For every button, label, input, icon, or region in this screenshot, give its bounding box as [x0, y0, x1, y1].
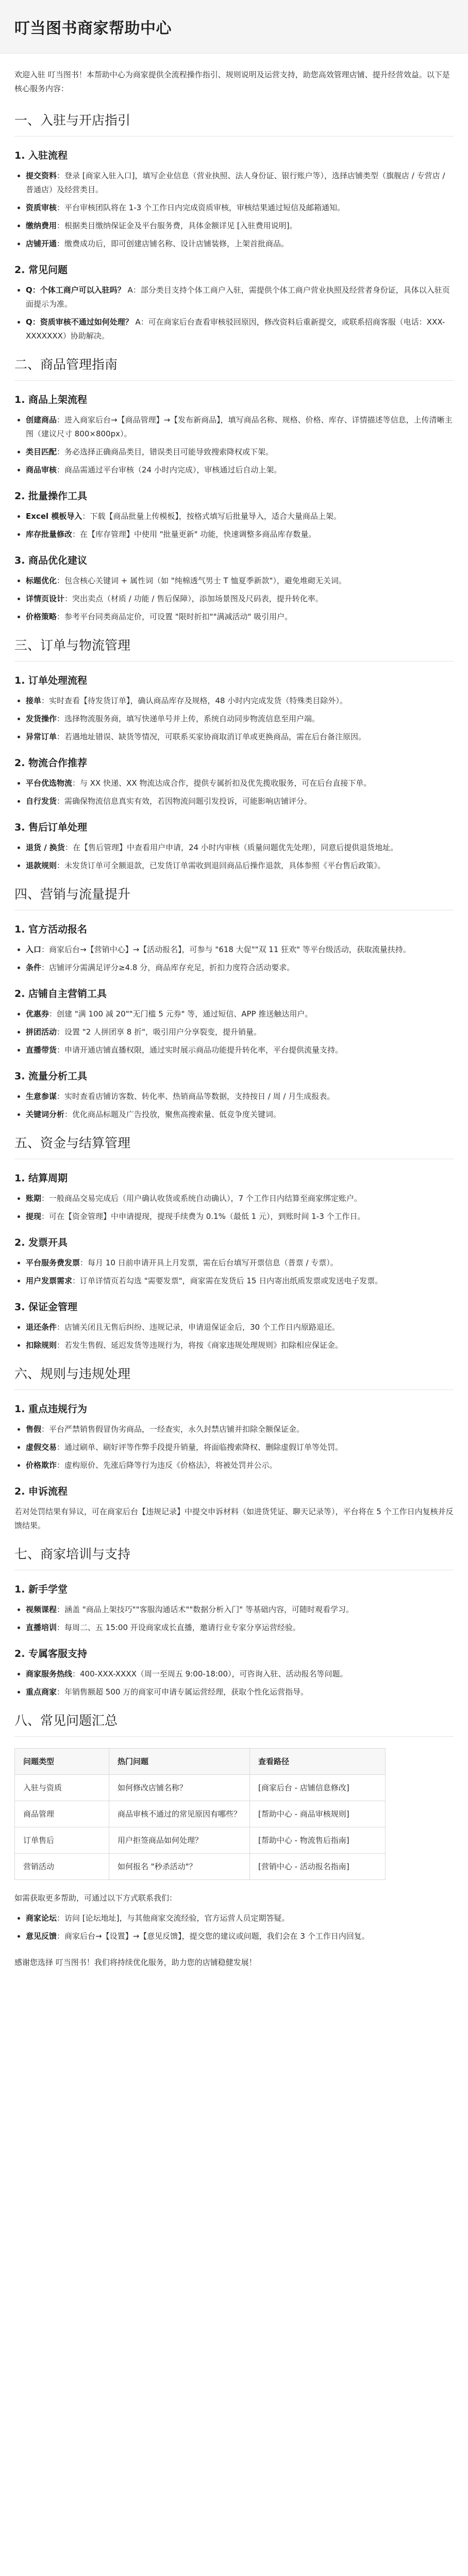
subsection [14, 1299, 454, 1352]
list-item [26, 794, 454, 808]
item-label: 缴纳费用 [26, 221, 57, 230]
item-text: ：实时查看店铺访客数、转化率、热销商品等数据，支持按日 / 周 / 月生成报表。 [57, 1092, 335, 1101]
subsection [14, 820, 454, 873]
subsection [14, 922, 454, 975]
item-label: 商家论坛 [26, 1913, 57, 1923]
list-item [26, 1192, 454, 1206]
item-label: 类目匹配 [26, 447, 57, 456]
item-label: 商品审核 [26, 465, 57, 474]
item-label: 扣除规则 [26, 1341, 57, 1350]
item-text: ：每月 10 日前申请开具上月发票，需在后台填写开票信息（普票 / 专票）。 [80, 1258, 338, 1267]
item-list [14, 1256, 454, 1288]
list-item [26, 1911, 454, 1925]
item-label: 接单 [26, 696, 42, 705]
item-label: 详情页设计 [26, 594, 65, 603]
item-label: 用户发票需求 [26, 1276, 73, 1285]
item-list [14, 169, 454, 251]
list-item [26, 1043, 454, 1057]
item-list [14, 1603, 454, 1635]
item-text: ：访问 [论坛地址]，与其他商家交流经验，官方运营人员定期答疑。 [57, 1913, 290, 1923]
list-item [26, 730, 454, 744]
item-label: Excel 模板导入 [26, 512, 82, 521]
section [14, 110, 454, 343]
table-row [15, 1801, 386, 1827]
item-list [14, 283, 454, 343]
item-text: ：包含核心关键词 + 属性词（如 "纯棉透气男士 T 恤夏季新款"），避免堆砌无关词。 [57, 576, 346, 585]
faq-section [14, 1710, 454, 1970]
item-text: ：实时查看【待发货订单】，确认商品库存及规格，48 小时内完成发货（特殊类目除外）。 [41, 696, 347, 705]
list-item [26, 283, 454, 311]
table-cell: 如何修改店铺名称？ [109, 1775, 250, 1801]
item-label: 资质审核 [26, 203, 57, 212]
faq-header-row [15, 1749, 386, 1775]
item-text: ：进入商家后台→【商品管理】→【发布新商品】，填写商品名称、规格、价格、库存、详情描述等信息，上传清晰主图（建议尺寸 800×800px）。 [26, 415, 453, 438]
item-text: ：选择物流服务商，填写快递单号并上传，系统自动同步物流信息至用户端。 [57, 714, 320, 723]
item-text: ：店铺关闭且无售后纠纷、违规记录，申请退保证金后，30 个工作日内原路退还。 [57, 1323, 340, 1332]
table-cell: 用户拒签商品如何处理？ [109, 1827, 250, 1854]
list-item [26, 169, 454, 197]
item-label: 拼团活动 [26, 1027, 57, 1037]
item-label: 平台服务费发票 [26, 1258, 80, 1267]
item-text: ：根据类目缴纳保证金及平台服务费，具体金额详见 [入驻费用说明]。 [57, 221, 297, 230]
subsection-title: 2. 发票开具 [14, 1237, 68, 1248]
list-item [26, 841, 454, 855]
item-list [14, 776, 454, 808]
item-text: ：优化商品标题及广告投放，聚焦高搜索量、低竞争度关键词。 [64, 1110, 281, 1119]
list-item [26, 592, 454, 606]
item-text: ：可在【资金管理】中申请提现，提现手续费为 0.1%（最低 1 元），到账时间 1-3 个工作日。 [41, 1212, 365, 1221]
section-title: 八、常见问题汇总 [14, 1710, 454, 1737]
item-label: 售假 [26, 1425, 42, 1434]
list-item [26, 1929, 454, 1943]
sections-container [14, 110, 454, 1699]
subsection [14, 1646, 454, 1699]
item-text: ：年销售额超 500 万的商家可申请专属运营经理，获取个性化运营指导。 [57, 1687, 309, 1697]
subsection [14, 488, 454, 541]
item-label: 入口 [26, 945, 42, 954]
subsection [14, 1582, 454, 1635]
item-label: 提交资料 [26, 171, 57, 180]
list-item [26, 1256, 454, 1270]
section [14, 884, 454, 1122]
subsection [14, 1069, 454, 1122]
list-item [26, 610, 454, 624]
subsection-title: 3. 商品优化建议 [14, 555, 88, 566]
item-text: ：突出卖点（材质 / 功能 / 售后保障），添加场景图及尺码表，提升转化率。 [64, 594, 323, 603]
subsection [14, 553, 454, 624]
faq-header-cell: 问题类型 [15, 1749, 109, 1775]
list-item [26, 776, 454, 790]
table-cell: [商家后台 - 店铺信息修改] [250, 1775, 386, 1801]
list-item [26, 413, 454, 441]
item-label: 店铺开通 [26, 239, 57, 248]
list-item [26, 1274, 454, 1288]
list-item [26, 961, 454, 975]
item-list [14, 1192, 454, 1224]
subsection [14, 986, 454, 1057]
list-item [26, 315, 454, 343]
item-text: ：务必选择正确商品类目，错误类目可能导致搜索降权或下架。 [57, 447, 274, 456]
list-item [26, 1090, 454, 1104]
faq-body [15, 1775, 386, 1880]
list-item [26, 1210, 454, 1224]
subsection [14, 1171, 454, 1224]
item-list [14, 1090, 454, 1122]
list-item [26, 712, 454, 726]
list-item [26, 237, 454, 251]
subsection [14, 392, 454, 477]
item-text: ：商家后台→【营销中心】→【活动报名】，可参与 "618 大促""双 11 狂欢" 等平台级活动，获取流量扶持。 [41, 945, 411, 954]
list-item [26, 445, 454, 459]
subsection [14, 673, 454, 744]
table-row [15, 1854, 386, 1880]
subsection-title: 3. 保证金管理 [14, 1301, 78, 1313]
item-list [14, 574, 454, 624]
item-list [14, 841, 454, 873]
list-item [26, 1667, 454, 1681]
page-title: 叮当图书商家帮助中心 [14, 19, 172, 38]
list-item [26, 219, 454, 233]
item-text: A：可在商家后台查看审核驳回原因，修改资料后重新提交，或联系招商客服（电话：XXX-XXXXXXX）协助解决。 [26, 317, 445, 341]
subsection [14, 1235, 454, 1288]
subsection-title: 1. 入驻流程 [14, 150, 68, 161]
subsection [14, 148, 454, 251]
item-label: 异常订单 [26, 732, 57, 741]
item-label: 关键词分析 [26, 1110, 65, 1119]
item-text: ：平台审核团队将在 1-3 个工作日内完成资质审核，审核结果通过短信及邮箱通知。 [57, 203, 345, 212]
subsection-title: 2. 专属客服支持 [14, 1648, 88, 1659]
closing-text: 感谢您选择 叮当图书！我们将持续优化服务，助力您的店铺稳健发展！ [14, 1958, 257, 1967]
item-text: ：商品需通过平台审核（24 小时内完成），审核通过后自动上架。 [57, 465, 282, 474]
item-label: 优惠券 [26, 1009, 49, 1019]
section-title: 二、商品管理指南 [14, 354, 454, 381]
item-text: ：通过刷单、刷好评等作弊手段提升销量，将面临搜索降权、删除虚假订单等处罚。 [57, 1443, 343, 1452]
item-label: 重点商家 [26, 1687, 57, 1697]
section [14, 1133, 454, 1352]
list-item [26, 694, 454, 708]
list-item [26, 1685, 454, 1699]
item-label: 提现 [26, 1212, 42, 1221]
item-text: ：需确保物流信息真实有效，若因物流问题引发投诉，可能影响店铺评分。 [57, 796, 312, 806]
list-item [26, 1422, 454, 1436]
item-label: 标题优化 [26, 576, 57, 585]
item-label: 视频课程 [26, 1605, 57, 1614]
section-title: 五、资金与结算管理 [14, 1133, 454, 1159]
item-label: 生意参谋 [26, 1092, 57, 1101]
item-label: 条件 [26, 963, 42, 972]
item-label: Q：资质审核不通过如何处理？ [26, 317, 133, 327]
item-text: ：店铺评分需满足评分≥4.8 分，商品库存充足，折扣力度符合活动要求。 [41, 963, 295, 972]
item-text: ：与 XX 快递、XX 物流达成合作，提供专属折扣及优先揽收服务，可在后台直接下单。 [72, 778, 372, 788]
table-cell: 如何报名 "秒杀活动"？ [109, 1854, 250, 1880]
intro-text: 欢迎入驻 叮当图书！本帮助中心为商家提供全流程操作指引、规则说明及运营支持，助您高效管理店铺、提升经营效益。以下是核心服务内容： [14, 70, 450, 93]
section [14, 354, 454, 624]
item-label: 价格欺诈 [26, 1461, 57, 1470]
item-label: 发货操作 [26, 714, 57, 723]
item-label: 商家服务热线 [26, 1669, 73, 1679]
subsection-title: 2. 申诉流程 [14, 1486, 68, 1497]
item-label: 虚假交易 [26, 1443, 57, 1452]
list-item [26, 510, 454, 523]
faq-header-cell: 查看路径 [250, 1749, 386, 1775]
item-label: 价格策略 [26, 612, 57, 621]
section-title: 四、营销与流量提升 [14, 884, 454, 910]
table-row [15, 1775, 386, 1801]
item-text: ：缴费成功后，即可创建店铺名称、设计店铺装修，上架首批商品。 [57, 239, 289, 248]
page-header [0, 0, 468, 54]
item-text: A：部分类目支持个体工商户入驻，需提供个体工商户营业执照及经营者身份证，具体以入驻页面提示为准。 [26, 285, 450, 309]
contact-list [14, 1911, 454, 1943]
subsection [14, 1401, 454, 1472]
subsection-title: 2. 常见问题 [14, 264, 68, 276]
item-label: 自行发货 [26, 796, 57, 806]
item-label: 平台优选物流 [26, 778, 73, 788]
item-text: ：申请开通店铺直播权限，通过实时展示商品功能提升转化率，平台提供流量支持。 [57, 1045, 343, 1055]
item-text: ：参考平台同类商品定价，可设置 "限时折扣""满减活动" 吸引用户。 [57, 612, 293, 621]
item-label: 创建商品 [26, 415, 57, 425]
item-list [14, 413, 454, 477]
subsection [14, 1484, 454, 1533]
table-cell: [帮助中心 - 商品审核规则] [250, 1801, 386, 1827]
main-content [0, 54, 468, 1990]
paragraph: 若对处罚结果有异议，可在商家后台【违规记录】中提交申诉材料（如进货凭证、聊天记录等），平台将在 5 个工作日内复核并反馈结果。 [14, 1507, 454, 1530]
list-item [26, 1603, 454, 1617]
section-title: 六、规则与违规处理 [14, 1364, 454, 1390]
item-label: 退还条件 [26, 1323, 57, 1332]
list-item [26, 859, 454, 873]
subsection-title: 2. 批量操作工具 [14, 490, 88, 502]
subsection-title: 2. 店铺自主营销工具 [14, 988, 107, 999]
item-text: ：商家后台→【设置】→【意见反馈】，提交您的建议或问题，我们会在 3 个工作日内回复。 [57, 1931, 370, 1941]
item-text: ：若发生售假、延迟发货等违规行为，将按《商家违规处理规则》扣除相应保证金。 [57, 1341, 343, 1350]
subsection-title: 1. 结算周期 [14, 1173, 68, 1184]
item-label: 退货 / 换货 [26, 843, 65, 852]
section-title: 七、商家培训与支持 [14, 1544, 454, 1570]
section-title: 一、入驻与开店指引 [14, 110, 454, 137]
list-item [26, 943, 454, 957]
list-item [26, 1440, 454, 1454]
subsection-title: 1. 新手学堂 [14, 1584, 68, 1595]
table-cell: 商品审核不通过的常见原因有哪些？ [109, 1801, 250, 1827]
item-text: ：登录 [商家入驻入口]，填写企业信息（营业执照、法人身份证、银行账户等），选择店铺类型（旗舰店 / 专营店 / 普通店）及经营类目。 [26, 171, 445, 194]
item-label: Q：个体工商户可以入驻吗？ [26, 285, 125, 295]
subsection [14, 755, 454, 808]
list-item [26, 1621, 454, 1635]
item-text: ：下载【商品批量上传模板】，按格式填写后批量导入，适合大量商品上架。 [82, 512, 341, 521]
table-cell: [帮助中心 - 物流售后指南] [250, 1827, 386, 1854]
item-label: 库存批量修改 [26, 530, 73, 539]
section [14, 1364, 454, 1533]
subsection-title: 2. 物流合作推荐 [14, 757, 88, 769]
subsection-title: 1. 官方活动报名 [14, 924, 88, 935]
item-label: 直播带货 [26, 1045, 57, 1055]
section [14, 635, 454, 873]
list-item [26, 1108, 454, 1122]
table-cell: 入驻与资质 [15, 1775, 109, 1801]
item-text: ：平台严禁销售假冒伪劣商品，一经查实，永久封禁店铺并扣除全额保证金。 [41, 1425, 305, 1434]
item-label: 退款规则 [26, 861, 57, 870]
faq-header-cell: 热门问题 [109, 1749, 250, 1775]
item-list [14, 510, 454, 541]
list-item [26, 201, 454, 215]
subsection [14, 262, 454, 343]
item-text: ：400-XXX-XXXX（周一至周五 9:00-18:00），可咨询入驻、活动报名等问题。 [72, 1669, 348, 1679]
section-title: 三、订单与物流管理 [14, 635, 454, 662]
list-item [26, 1007, 454, 1021]
table-cell: 商品管理 [15, 1801, 109, 1827]
item-text: ：涵盖 "商品上架技巧""客服沟通话术""数据分析入门" 等基础内容，可随时观看学习。 [57, 1605, 354, 1614]
item-label: 意见反馈 [26, 1931, 57, 1941]
subsection-title: 1. 重点违规行为 [14, 1403, 88, 1415]
table-cell: [营销中心 - 活动报名指南] [250, 1854, 386, 1880]
faq-table [14, 1748, 386, 1880]
item-text: ：订单详情页若勾选 "需要发票"，商家需在发货后 15 日内寄出纸质发票或发送电子发票。 [72, 1276, 383, 1285]
item-list [14, 1667, 454, 1699]
list-item [26, 1338, 454, 1352]
table-row [15, 1827, 386, 1854]
item-text: ：若遇地址错误、缺货等情况，可联系买家协商取消订单或更换商品，需在后台备注原因。 [57, 732, 366, 741]
item-list [14, 694, 454, 744]
list-item [26, 463, 454, 477]
subsection-title: 1. 订单处理流程 [14, 675, 88, 686]
item-text: ：每周二、五 15:00 开设商家成长直播，邀请行业专家分享运营经验。 [57, 1623, 300, 1632]
subsection-title: 3. 流量分析工具 [14, 1071, 88, 1082]
item-text: ：一般商品交易完成后（用户确认收货或系统自动确认），7 个工作日内结算至商家绑定账户。 [41, 1194, 362, 1203]
item-text: ：虚构原价、先涨后降等行为违反《价格法》，将被处罚并公示。 [57, 1461, 277, 1470]
item-list [14, 1320, 454, 1352]
list-item [26, 1025, 454, 1039]
item-label: 账期 [26, 1194, 42, 1203]
item-list [14, 1422, 454, 1472]
item-text: ：在【售后管理】中查看用户申请，24 小时内审核（质量问题优先处理），同意后提供退货地址。 [64, 843, 398, 852]
more-help-intro: 如需获取更多帮助，可通过以下方式联系我们： [14, 1893, 177, 1903]
list-item [26, 1320, 454, 1334]
item-list [14, 1007, 454, 1057]
section [14, 1544, 454, 1699]
subsection-title: 3. 售后订单处理 [14, 822, 88, 833]
table-cell: 订单售后 [15, 1827, 109, 1854]
list-item [26, 574, 454, 588]
item-text: ：设置 "2 人拼团享 8 折"，吸引用户分享裂变，提升销量。 [57, 1027, 261, 1037]
item-text: ：在【库存管理】中使用 "批量更新" 功能，快速调整多商品库存数量。 [72, 530, 316, 539]
item-list [14, 943, 454, 975]
item-label: 直播培训 [26, 1623, 57, 1632]
subsection-title: 1. 商品上架流程 [14, 394, 88, 405]
item-text: ：创建 "满 100 减 20""无门槛 5 元券" 等，通过短信、APP 推送触达用户。 [49, 1009, 313, 1019]
item-text: ：未发货订单可全额退款，已发货订单需收到退回商品后操作退款，具体参照《平台售后政策》。 [57, 861, 386, 870]
list-item [26, 1459, 454, 1472]
list-item [26, 528, 454, 541]
table-cell: 营销活动 [15, 1854, 109, 1880]
